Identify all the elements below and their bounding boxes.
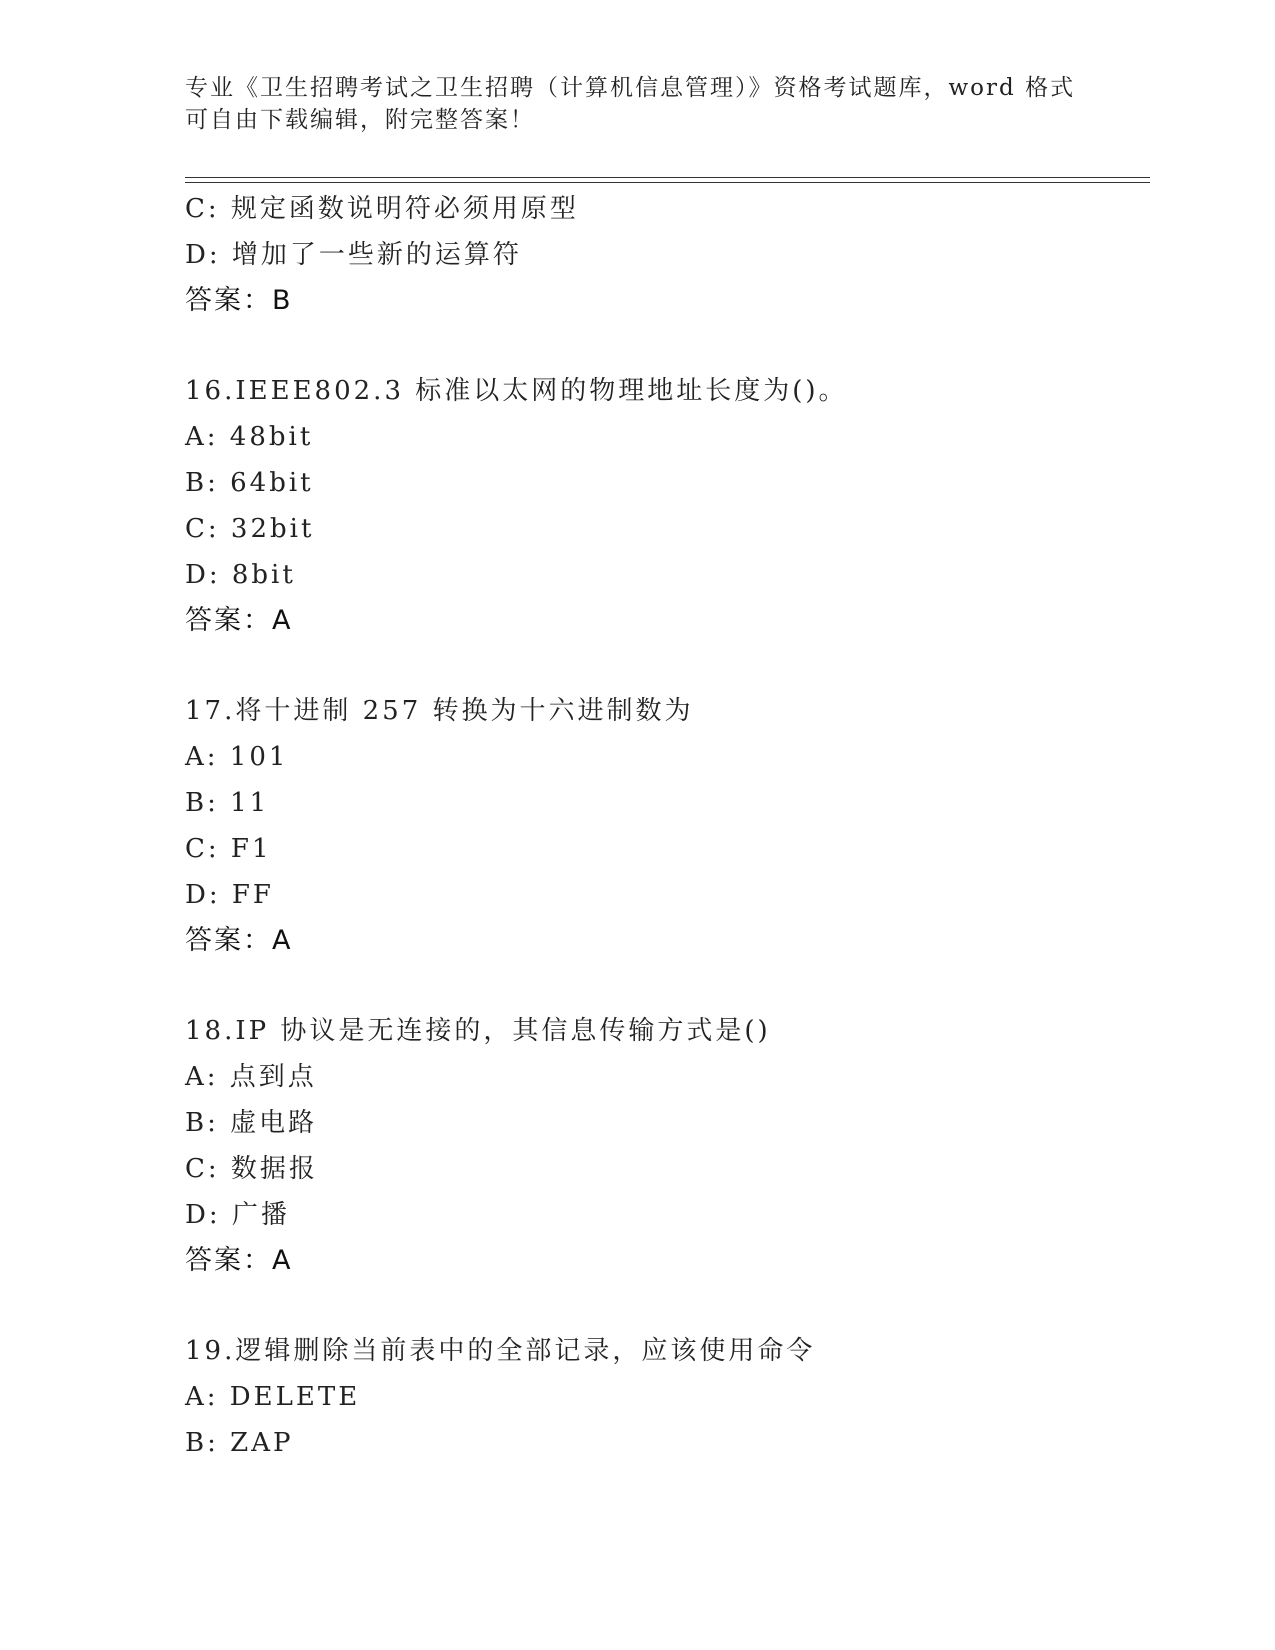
option-d: D: 增加了一些新的运算符 [185,240,522,270]
question-title: 18.IP 协议是无连接的，其信息传输方式是() [185,1016,771,1046]
question-title: 17.将十进制 257 转换为十六进制数为 [185,696,694,726]
header-line-2: 可自由下载编辑，附完整答案！ [185,107,535,133]
option-d: D: 广播 [185,1200,290,1230]
spacer [185,324,1145,368]
option-b: B: ZAP [185,1428,294,1458]
option-a: A: 点到点 [185,1062,317,1092]
question-list [185,186,1145,1466]
question-block-19 [185,1328,1145,1466]
option-c: C: 规定函数说明符必须用原型 [185,194,579,224]
answer-line: 答案：B [185,285,293,316]
question-block-17 [185,688,1145,964]
spacer [185,1284,1145,1328]
option-c: C: F1 [185,834,272,864]
header-divider-bottom [185,182,1150,183]
option-b: B: 11 [185,788,270,818]
answer-line: 答案：A [185,925,293,956]
option-b: B: 64bit [185,468,314,498]
question-title: 19.逻辑删除当前表中的全部记录，应该使用命令 [185,1336,816,1366]
option-c: C: 数据报 [185,1154,318,1184]
answer-line: 答案：A [185,1245,293,1276]
option-a: A: 48bit [185,422,314,452]
question-block-16 [185,368,1145,644]
header-divider-top [185,177,1150,178]
option-c: C: 32bit [185,514,315,544]
option-a: A: DELETE [185,1382,361,1412]
option-b: B: 虚电路 [185,1108,318,1138]
document-header [185,72,1076,136]
spacer [185,644,1145,688]
spacer [185,964,1145,1008]
header-line-1: 专业《卫生招聘考试之卫生招聘（计算机信息管理）》资格考试题库，word 格式 [185,75,1076,101]
answer-line: 答案：A [185,605,293,636]
question-block-18 [185,1008,1145,1284]
question-title: 16.IEEE802.3 标准以太网的物理地址长度为()。 [185,376,848,406]
option-d: D: 8bit [185,560,296,590]
option-d: D: FF [185,880,274,910]
option-a: A: 101 [185,742,289,772]
question-block-continued [185,186,1145,324]
